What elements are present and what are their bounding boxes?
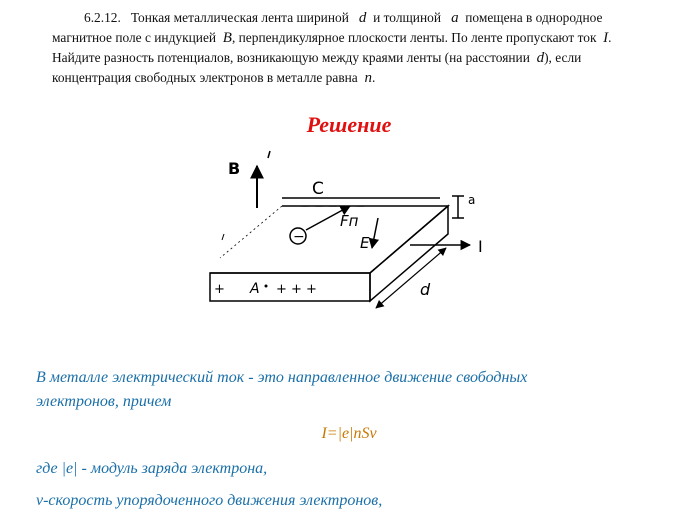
label-d: d (420, 280, 431, 299)
var-d: d (358, 10, 367, 26)
solution-line-2: электронов, причем (36, 393, 172, 410)
var-B: B (222, 30, 232, 46)
problem-text-2: магнитное поле с индукцией (52, 30, 217, 45)
solution-heading: Решение (306, 112, 392, 137)
problem-text-3b: ), если (544, 50, 582, 65)
label-fn: Fп (340, 212, 359, 230)
formula-current: I=|e|nSv (321, 425, 377, 442)
label-c: C (312, 179, 324, 199)
var-d-2: d (536, 50, 545, 66)
problem-line-1 (52, 8, 642, 28)
solution-line-1: В металле электрический ток - это направленное движение свободных (36, 369, 528, 386)
problem-text-3: Найдите разность потенциалов, возникающую между краями ленты (на расстоянии (52, 50, 530, 65)
label-b: B (228, 159, 241, 178)
problem-text-4b: . (371, 70, 376, 85)
problem-number: 6.2.12. (84, 10, 121, 25)
label-i: I (478, 237, 483, 256)
plate-top-edge (210, 206, 448, 273)
electron-minus: − (293, 229, 305, 245)
width-arrow (376, 248, 446, 308)
label-a: a (468, 193, 476, 207)
var-I: I (603, 30, 609, 46)
var-a: a (451, 10, 459, 26)
problem-line-2 (52, 28, 642, 48)
e-field-arrow (372, 218, 378, 248)
problem-text-2c: . (608, 30, 612, 45)
hall-effect-diagram (200, 148, 500, 343)
problem-text-1b: и толщиной (373, 10, 442, 25)
solution-line-4: v-скорость упорядоченного движения электронов, (36, 492, 383, 509)
top-negative-charges: − − − − − (300, 199, 366, 213)
problem-line-3 (52, 48, 642, 68)
solution-line-3: где |e| - модуль заряда электрона, (36, 460, 268, 477)
plate-side-face (370, 206, 448, 301)
bottom-plus-left: + (214, 282, 225, 297)
label-e: E (360, 234, 370, 252)
problem-text-2b: , перпендикулярное плоскости ленты. По ленте пропускают ток (231, 30, 597, 45)
problem-text-4: концентрация свободных электронов в металле равна (52, 70, 358, 85)
problem-line-4 (52, 68, 642, 88)
var-n: n (364, 70, 372, 86)
bottom-plus-right: + + + (276, 282, 317, 297)
label-a-point: A (250, 281, 260, 297)
problem-statement (52, 8, 642, 88)
problem-text-1c: помещена в однородное (465, 10, 603, 25)
problem-text-1: Тонкая металлическая лента шириной (130, 10, 349, 25)
